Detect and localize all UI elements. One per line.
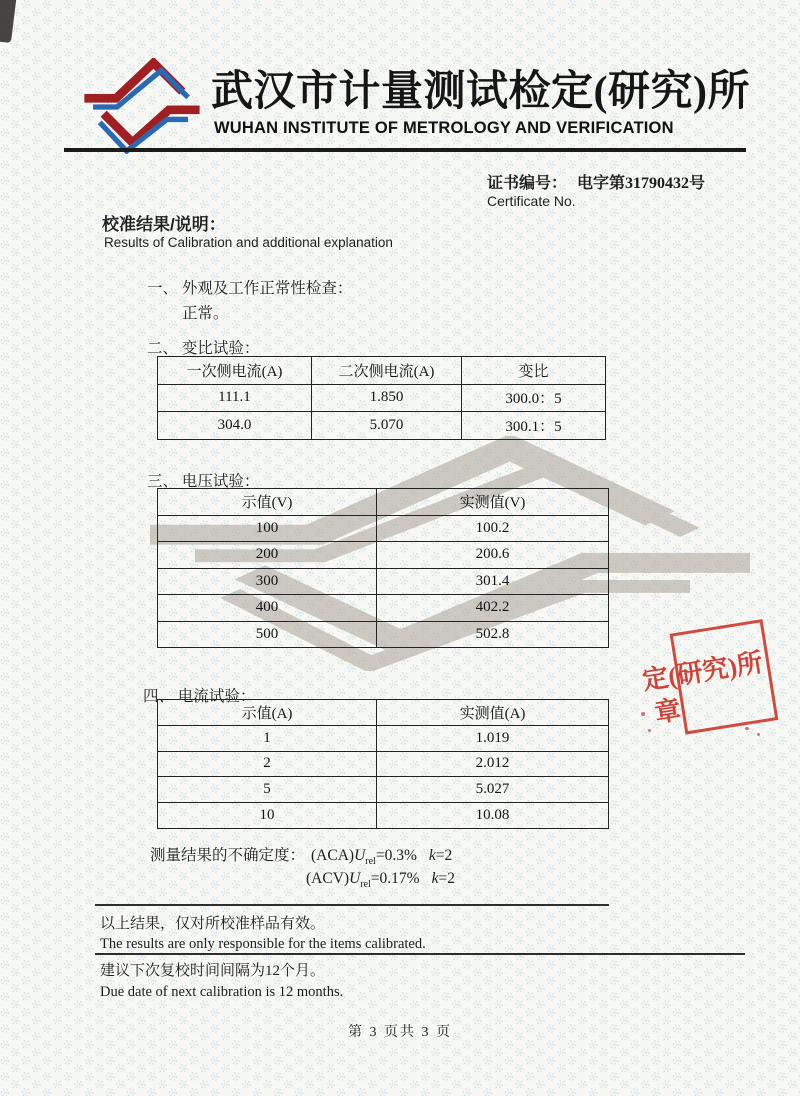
cell: 200 [158,542,377,569]
cell: 1.019 [377,725,609,751]
results-heading-chinese: 校准结果/说明： [102,215,226,234]
column-header: 变比 [462,357,606,385]
column-header: 示值(V) [158,489,377,516]
stamp-ink-speck [745,727,749,730]
cell: 100.2 [377,515,609,542]
section2-ratio-test-title: 二、 变比试验： [147,340,260,357]
cell: 300.0：5 [462,384,606,412]
stamp-ink-speck [648,729,651,732]
recalibration-note-english: Due date of next calibration is 12 months. [100,984,344,1000]
column-header: 示值(A) [158,700,377,726]
cell: 304.0 [158,412,312,440]
table-row [158,803,609,829]
cell: 2.012 [377,751,609,777]
table-header-row [158,357,606,385]
table-row [158,621,609,648]
cell: 200.6 [377,542,609,569]
recalibration-note-chinese: 建议下次复校时间间隔为12个月。 [100,963,326,979]
column-header: 实测值(V) [377,489,609,516]
uncertainty-formula-aca: $(ACA)U_{rel}=0.3\%$ k=2 [311,847,453,868]
uncertainty-statement-line2 [306,870,455,890]
results-heading-english: Results of Calibration and additional explanation [104,235,393,250]
scan-edge-artifact [0,0,17,43]
cell: 502.8 [377,621,609,648]
stamp-ink-speck [641,712,645,716]
institute-title-chinese: 武汉市计量测试检定(研究)所 [211,69,750,115]
table-header-row [158,700,609,726]
cell: 1.850 [312,384,462,412]
table-row [158,568,609,595]
cell: 2 [158,751,377,777]
cell: 301.4 [377,568,609,595]
cell: 300.1：5 [462,412,606,440]
header-divider-rule [64,148,746,152]
page-number: 第 3 页共 3 页 [348,1025,452,1040]
validity-note-english: The results are only responsible for the items calibrated. [100,936,426,952]
section1-appearance-check-result: 正常。 [182,305,229,322]
table-row [158,751,609,777]
uncertainty-formula-acv: $(ACV)U_{rel}=0.17\%$ k=2 [306,870,455,891]
certificate-number-label: 证书编号： [487,175,568,192]
cell: 1 [158,725,377,751]
validity-note-chinese: 以上结果，仅对所校准样品有效。 [100,916,326,932]
cell: 111.1 [158,384,312,412]
table-row [158,515,609,542]
section3-voltage-test-title: 三、 电压试验： [147,473,260,490]
uncertainty-statement-line1 [150,843,452,867]
table-row [158,384,606,412]
cell: 10.08 [377,803,609,829]
cell: 400 [158,595,377,622]
table-row [158,542,609,569]
uncertainty-label: 测量结果的不确定度： [150,847,306,864]
cell: 5.070 [312,412,462,440]
cell: 300 [158,568,377,595]
table-row [158,595,609,622]
table-row [158,777,609,803]
ratio-test-table [157,356,606,440]
institute-title-english: WUHAN INSTITUTE OF METROLOGY AND VERIFICATION [214,119,674,137]
table-row [158,725,609,751]
column-header: 一次侧电流(A) [158,357,312,385]
table-header-row [158,489,609,516]
institute-logo-icon [82,58,202,154]
voltage-test-table [157,488,609,648]
cell: 100 [158,515,377,542]
cell: 5.027 [377,777,609,803]
current-test-table [157,699,609,829]
stamp-ink-speck [757,733,760,736]
cell: 5 [158,777,377,803]
certificate-number-value: 电字第31790432号 [577,175,706,192]
certificate-number-line [487,170,705,193]
certificate-number-label-english: Certificate No. [487,193,576,209]
table-row [158,412,606,440]
official-red-stamp [634,600,800,753]
cell: 402.2 [377,595,609,622]
cell: 10 [158,803,377,829]
cell: 500 [158,621,377,648]
column-header: 实测值(A) [377,700,609,726]
stamp-text-bottom: 章 [652,695,683,728]
section4-current-test-title: 四、 电流试验： [143,688,256,705]
column-header: 二次侧电流(A) [312,357,462,385]
section1-appearance-check-title: 一、 外观及工作正常性检查： [147,280,353,297]
footer-divider-rule [95,904,609,906]
footer-divider-rule-2 [95,953,745,955]
stamp-text-row: 定(研究)所 [640,647,765,696]
